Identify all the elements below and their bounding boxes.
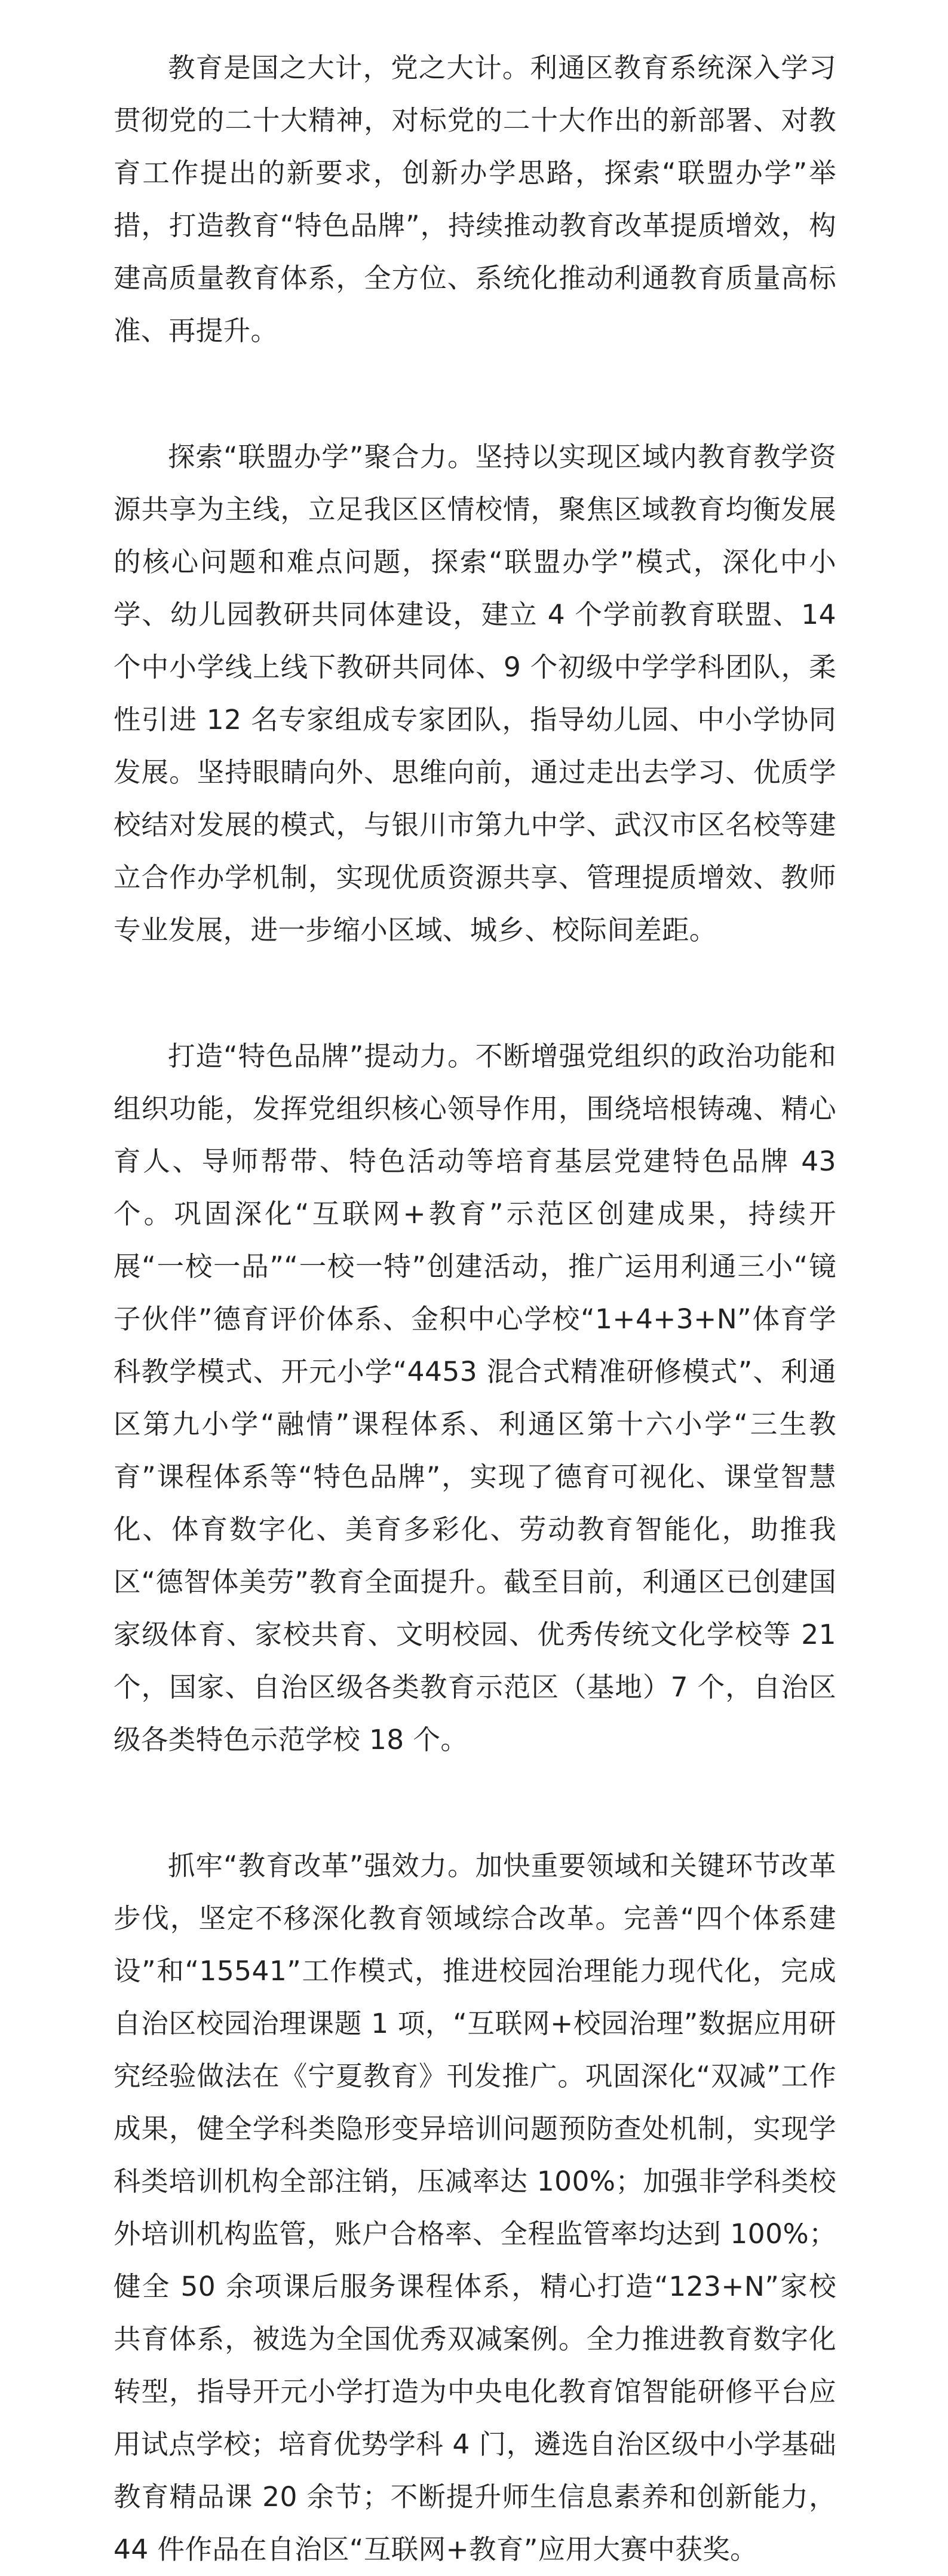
paragraph-alliance-schooling: 探索“联盟办学”聚合力。坚持以实现区域内教育教学资源共享为主线，立足我区区情校情，聚焦区域教育均衡发展的核心问题和难点问题，探索“联盟办学”模式，深化中小学、幼儿园教研共同体建设，建立 4 个学前教育联盟、14 个中小学线上线下教研共同体、9 个初级中学学科团队，柔性引进 12 名专家组成专家团队，指导幼儿园、中小学协同发展。坚持眼睛向外、思维向前，通过走出去学习、优质学校结对发展的模式，与银川市第九中学、武汉市区名校等建立合作办学机制，实现优质资源共享、管理提质增效、教师专业发展，进一步缩小区域、城乡、校际间差距。 bbox=[113, 441, 836, 946]
article-body bbox=[113, 42, 836, 2576]
paragraph-featured-brand: 打造“特色品牌”提动力。不断增强党组织的政治功能和组织功能，发挥党组织核心领导作用，围绕培根铸魂、精心育人、导师帮带、特色活动等培育基层党建特色品牌 43 个。巩固深化“互联网+教育”示范区创建成果，持续开展“一校一品”“一校一特”创建活动，推广运用利通三小“镜子伙伴”德育评价体系、金积中心学校“1+4+3+N”体育学科教学模式、开元小学“4453 混合式精准研修模式”、利通区第九小学“融情”课程体系、利通区第十六小学“三生教育”课程体系等“特色品牌”，实现了德育可视化、课堂智慧化、体育数字化、美育多彩化、劳动教育智能化，助推我区“德智体美劳”教育全面提升。截至目前，利通区已创建国家级体育、家校共育、文明校园、优秀传统文化学校等 21 个，国家、自治区级各类教育示范区（基地）7 个，自治区级各类特色示范学校 18 个。 bbox=[113, 1040, 836, 1756]
paragraph-intro: 教育是国之大计，党之大计。利通区教育系统深入学习贯彻党的二十大精神，对标党的二十大作出的新部署、对教育工作提出的新要求，创新办学思路，探索“联盟办学”举措，打造教育“特色品牌”，持续推动教育改革提质增效，构建高质量教育体系，全方位、系统化推动利通教育质量高标准、再提升。 bbox=[113, 52, 836, 347]
paragraph-education-reform: 抓牢“教育改革”强效力。加快重要领域和关键环节改革步伐，坚定不移深化教育领域综合改革。完善“四个体系建设”和“15541”工作模式，推进校园治理能力现代化，完成自治区校园治理课题 1 项，“互联网+校园治理”数据应用研究经验做法在《宁夏教育》刊发推广。巩固深化“双减”工作成果，健全学科类隐形变异培训问题预防查处机制，实现学科类培训机构全部注销，压减率达 100%；加强非学科类校外培训机构监管，账户合格率、全程监管率均达到 100%；健全 50 余项课后服务课程体系，精心打造“123+N”家校共育体系，被选为全国优秀双减案例。全力推进教育数字化转型，指导开元小学打造为中央电化教育馆智能研修平台应用试点学校；培育优势学科 4 门，遴选自治区级中小学基础教育精品课 20 余节；不断提升师生信息素养和创新能力，44 件作品在自治区“互联网+教育”应用大赛中获奖。 bbox=[113, 1850, 836, 2565]
